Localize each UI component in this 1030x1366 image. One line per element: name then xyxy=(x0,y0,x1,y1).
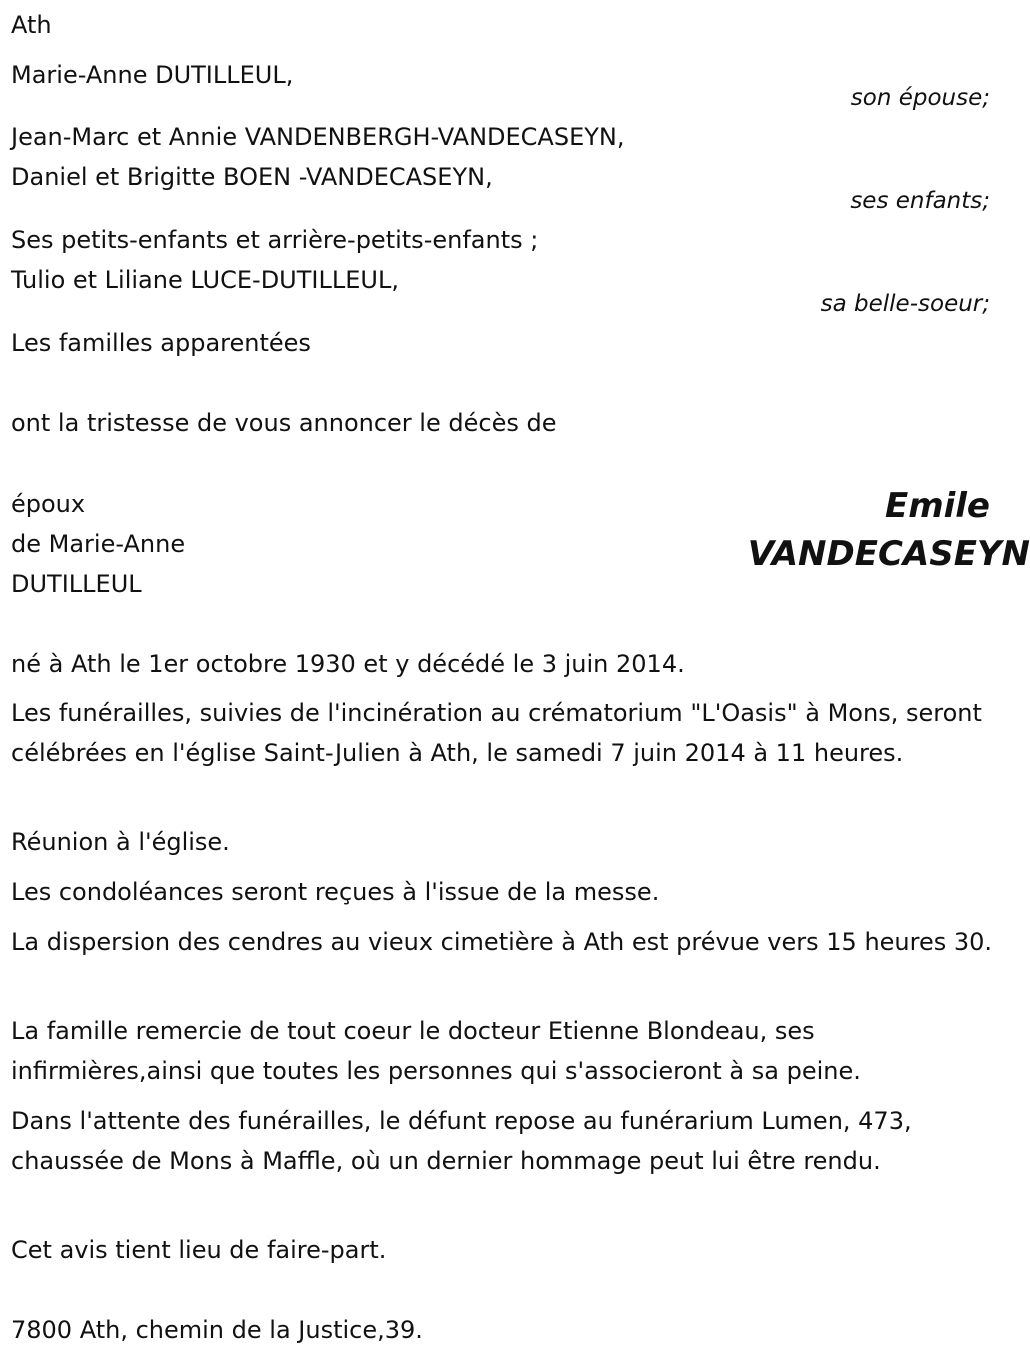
deceased-last-name: VANDECASEYN xyxy=(747,534,1030,574)
paragraph-ashes: La dispersion des cendres au vieux cimetière à Ath est prévue vers 15 heures 30. xyxy=(11,928,993,956)
announcement: ont la tristesse de vous annoncer le décès de xyxy=(11,409,557,437)
paragraph-condolences: Les condoléances seront reçues à l'issue de la messe. xyxy=(11,878,660,906)
children-role: ses enfants; xyxy=(850,188,990,214)
paragraph-notice: Cet avis tient lieu de faire-part. xyxy=(11,1236,387,1264)
relation-line-1: époux xyxy=(11,490,86,518)
sister-in-law-role: sa belle-soeur; xyxy=(820,291,990,317)
child-1: Jean-Marc et Annie VANDENBERGH-VANDECASEYN, xyxy=(11,123,625,151)
spouse-name: Marie-Anne DUTILLEUL, xyxy=(11,61,294,89)
relation-line-3: DUTILLEUL xyxy=(11,570,142,598)
paragraph-funerarium: Dans l'attente des funérailles, le défunt repose au funérarium Lumen, 473, chaussée de Mons à Maffle, où un dernier hommage peut lui être rendu. xyxy=(11,1107,912,1175)
address: 7800 Ath, chemin de la Justice,39. xyxy=(11,1316,423,1344)
child-2: Daniel et Brigitte BOEN -VANDECASEYN, xyxy=(11,163,493,191)
deceased-first-name: Emile xyxy=(884,486,990,526)
related-families: Les familles apparentées xyxy=(11,329,311,357)
paragraph-funeral: Les funérailles, suivies de l'incinération au crématorium "L'Oasis" à Mons, seront célébrées en l'église Saint-Julien à Ath, le samedi 7 juin 2014 à 11 heures. xyxy=(11,699,982,767)
relation-line-2: de Marie-Anne xyxy=(11,530,186,558)
paragraph-thanks: La famille remercie de tout coeur le docteur Etienne Blondeau, ses infirmières,ainsi que toutes les personnes qui s'associeront à sa peine. xyxy=(11,1017,861,1085)
paragraph-birth-death: né à Ath le 1er octobre 1930 et y décédé le 3 juin 2014. xyxy=(11,650,685,678)
paragraph-meeting: Réunion à l'église. xyxy=(11,828,230,856)
sister-in-law-name: Tulio et Liliane LUCE-DUTILLEUL, xyxy=(11,266,399,294)
grandchildren: Ses petits-enfants et arrière-petits-enfants ; xyxy=(11,226,539,254)
spouse-role: son épouse; xyxy=(850,85,990,111)
place-heading: Ath xyxy=(11,11,52,39)
